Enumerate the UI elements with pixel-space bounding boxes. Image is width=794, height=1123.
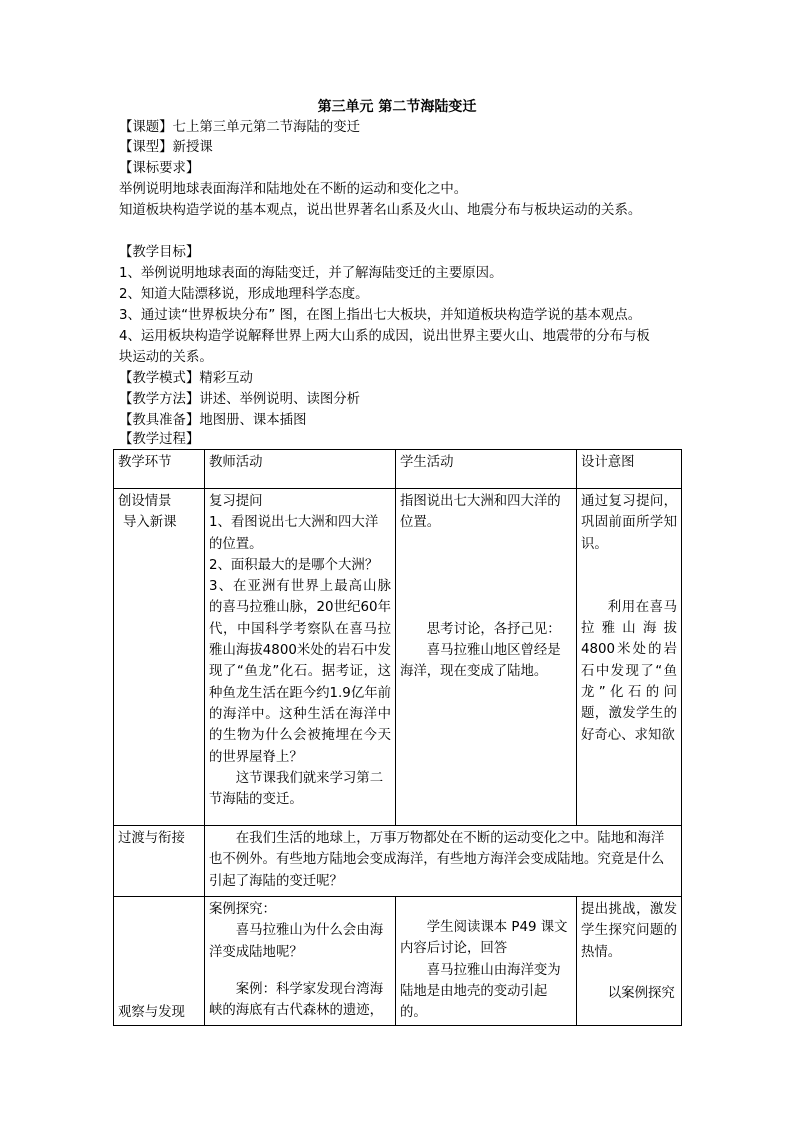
objective-3: 3、通过读“世界板块分布” 图，在图上指出七大板块，并知道板块构造学说的基本观点。	[119, 308, 642, 323]
header-student: 学生活动	[396, 450, 577, 489]
objective-1: 1、举例说明地球表面的海陆变迁，并了解海陆变迁的主要原因。	[119, 266, 503, 281]
objective-2: 2、知道大陆漂移说，形成地理科学态度。	[119, 287, 369, 302]
standard-heading: 【课标要求】	[119, 161, 200, 176]
table-row	[114, 826, 682, 897]
stage-cell: 观察与发现	[114, 897, 205, 1026]
teaching-mode-line: 【教学模式】精彩互动	[119, 371, 253, 386]
header-stage: 教学环节	[114, 450, 205, 489]
header-intent: 设计意图	[577, 450, 682, 489]
lesson-type-line: 【课型】新授课	[119, 140, 213, 155]
standard-line-1: 举例说明地球表面海洋和陆地处在不断的运动和变化之中。	[119, 182, 468, 197]
stage-cell: 过渡与衔接	[114, 826, 205, 897]
table-row	[114, 489, 682, 826]
teaching-method-line: 【教学方法】讲述、举例说明、读图分析	[119, 392, 361, 407]
student-activity-cell: 学生阅读课本 P49 课文内容后讨论，回答 喜马拉雅山由海洋变为陆地是由地壳的变动引起的。	[396, 897, 577, 1026]
table-header-row	[114, 450, 682, 489]
design-intent-cell: 提出挑战，激发学生探究问题的热情。 以案例探究	[577, 897, 682, 1026]
transition-content-cell: 在我们生活的地球上，万事万物都处在不断的运动变化之中。陆地和海洋也不例外。有些地方陆地会变成海洋，有些地方海洋会变成陆地。究竟是什么引起了海陆的变迁呢？	[205, 826, 682, 897]
table-row	[114, 897, 682, 1026]
teacher-activity-cell: 案例探究： 喜马拉雅山为什么会由海洋变成陆地呢？ 案例：科学家发现台湾海峡的海底有古代森林的遗迹，	[205, 897, 396, 1026]
standard-line-2: 知道板块构造学说的基本观点，说出世界著名山系及火山、地震分布与板块运动的关系。	[119, 203, 642, 218]
design-intent-cell: 通过复习提问，巩固前面所学知识。 利用在喜马拉雅山海拔4800米处的岩石中发现了“鱼龙”化石的问题，激发学生的好奇心、求知欲	[577, 489, 682, 826]
objective-4: 4、运用板块构造学说解释世界上两大山系的成因，说出世界主要火山、地震带的分布与板	[119, 329, 650, 344]
lesson-process-table	[113, 449, 682, 1026]
objective-4-cont: 块运动的关系。	[119, 350, 213, 365]
student-activity-cell: 指图说出七大洲和四大洋的位置。 思考讨论，各抒己见： 喜马拉雅山地区曾经是海洋，现在变成了陆地。	[396, 489, 577, 826]
teacher-activity-cell: 复习提问 1、看图说出七大洲和四大洋的位置。 2、面积最大的是哪个大洲？ 3、在亚洲有世界上最高山脉的喜马拉雅山脉，20世纪60年代，中国科学考察队在喜马拉雅山海拔4800米处的岩石中发现了“鱼龙”化石。据考证，这种鱼龙生活在距今约1.9亿年前的海洋中。这种生活在海洋中的生物为什么会被掩埋在今天的世界屋脊上？ 这节课我们就来学习第二节海陆的变迁。	[205, 489, 396, 826]
header-teacher: 教师活动	[205, 450, 396, 489]
objectives-heading: 【教学目标】	[119, 245, 200, 260]
teaching-aids-line: 【教具准备】地图册、课本插图	[119, 413, 307, 428]
process-heading: 【教学过程】	[119, 432, 200, 447]
stage-cell: 创设情景 导入新课	[114, 489, 205, 826]
document-title: 第三单元 第二节海陆变迁	[317, 99, 477, 115]
topic-line: 【课题】七上第三单元第二节海陆的变迁	[119, 120, 361, 135]
